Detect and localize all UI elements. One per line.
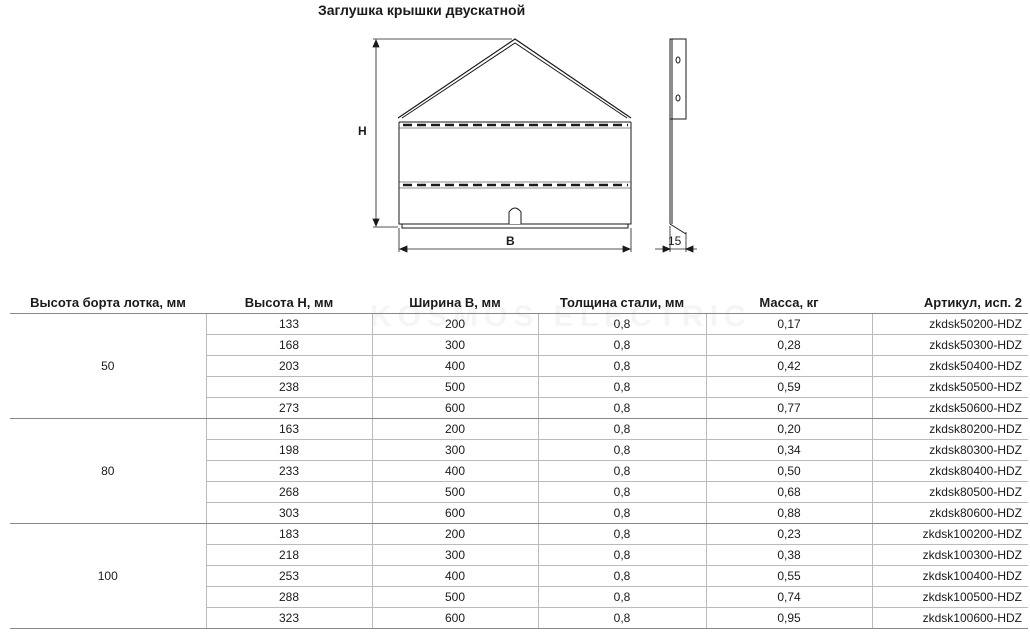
height-cell: 203 <box>206 356 372 377</box>
height-cell: 288 <box>206 587 372 608</box>
specification-table <box>10 291 1028 629</box>
table-header-row <box>10 291 1028 314</box>
thickness-cell: 0,8 <box>538 587 706 608</box>
dimension-15-label: 15 <box>668 234 682 248</box>
width-cell: 500 <box>372 377 538 398</box>
width-cell: 600 <box>372 503 538 524</box>
thickness-cell: 0,8 <box>538 566 706 587</box>
thickness-cell: 0,8 <box>538 377 706 398</box>
article-cell: zkdsk50500-HDZ <box>872 377 1028 398</box>
article-cell: zkdsk50400-HDZ <box>872 356 1028 377</box>
mass-cell: 0,55 <box>706 566 872 587</box>
height-cell: 198 <box>206 440 372 461</box>
width-cell: 400 <box>372 566 538 587</box>
thickness-cell: 0,8 <box>538 608 706 629</box>
col-header-width: Ширина B, мм <box>372 291 538 314</box>
mounting-hole <box>676 95 680 101</box>
article-cell: zkdsk100400-HDZ <box>872 566 1028 587</box>
mass-cell: 0,23 <box>706 524 872 545</box>
drawing-title: Заглушка крышки двускатной <box>318 2 526 18</box>
mass-cell: 0,74 <box>706 587 872 608</box>
article-cell: zkdsk50300-HDZ <box>872 335 1028 356</box>
width-cell: 200 <box>372 419 538 440</box>
article-cell: zkdsk100300-HDZ <box>872 545 1028 566</box>
mass-cell: 0,20 <box>706 419 872 440</box>
col-header-height: Высота H, мм <box>206 291 372 314</box>
mass-cell: 0,28 <box>706 335 872 356</box>
mass-cell: 0,59 <box>706 377 872 398</box>
article-cell: zkdsk100200-HDZ <box>872 524 1028 545</box>
table-row <box>10 314 1028 335</box>
table-body <box>10 314 1028 629</box>
col-header-article: Артикул, исп. 2 <box>872 291 1028 314</box>
technical-drawing <box>0 0 1030 270</box>
width-cell: 400 <box>372 356 538 377</box>
thickness-cell: 0,8 <box>538 398 706 419</box>
height-cell: 303 <box>206 503 372 524</box>
width-cell: 400 <box>372 461 538 482</box>
col-header-mass: Масса, кг <box>706 291 872 314</box>
dimension-h <box>373 39 512 227</box>
width-cell: 300 <box>372 545 538 566</box>
width-cell: 300 <box>372 335 538 356</box>
article-cell: zkdsk50600-HDZ <box>872 398 1028 419</box>
thickness-cell: 0,8 <box>538 524 706 545</box>
front-view <box>398 39 631 228</box>
thickness-cell: 0,8 <box>538 419 706 440</box>
article-cell: zkdsk80200-HDZ <box>872 419 1028 440</box>
thickness-cell: 0,8 <box>538 314 706 335</box>
roof-outline <box>398 39 631 118</box>
mass-cell: 0,17 <box>706 314 872 335</box>
thickness-cell: 0,8 <box>538 461 706 482</box>
article-cell: zkdsk100600-HDZ <box>872 608 1028 629</box>
height-cell: 273 <box>206 398 372 419</box>
bottom-notch <box>509 208 521 224</box>
height-cell: 268 <box>206 482 372 503</box>
thickness-cell: 0,8 <box>538 356 706 377</box>
article-cell: zkdsk80500-HDZ <box>872 482 1028 503</box>
article-cell: zkdsk50200-HDZ <box>872 314 1028 335</box>
mounting-hole <box>676 57 680 63</box>
thickness-cell: 0,8 <box>538 545 706 566</box>
width-cell: 300 <box>372 440 538 461</box>
width-cell: 200 <box>372 524 538 545</box>
article-cell: zkdsk80300-HDZ <box>872 440 1028 461</box>
thickness-cell: 0,8 <box>538 440 706 461</box>
col-header-side-height: Высота борта лотка, мм <box>10 291 206 314</box>
thickness-cell: 0,8 <box>538 482 706 503</box>
thickness-cell: 0,8 <box>538 503 706 524</box>
side-height-cell: 100 <box>10 524 206 629</box>
dimension-h-label: H <box>358 124 367 138</box>
side-height-cell: 80 <box>10 419 206 524</box>
mass-cell: 0,88 <box>706 503 872 524</box>
table-row <box>10 419 1028 440</box>
col-header-thickness: Толщина стали, мм <box>538 291 706 314</box>
article-cell: zkdsk80600-HDZ <box>872 503 1028 524</box>
height-cell: 238 <box>206 377 372 398</box>
mass-cell: 0,50 <box>706 461 872 482</box>
width-cell: 500 <box>372 482 538 503</box>
width-cell: 500 <box>372 587 538 608</box>
mass-cell: 0,95 <box>706 608 872 629</box>
mass-cell: 0,68 <box>706 482 872 503</box>
height-cell: 183 <box>206 524 372 545</box>
mass-cell: 0,77 <box>706 398 872 419</box>
width-cell: 200 <box>372 314 538 335</box>
thickness-cell: 0,8 <box>538 335 706 356</box>
dimension-b-label: B <box>506 234 515 248</box>
mass-cell: 0,42 <box>706 356 872 377</box>
height-cell: 168 <box>206 335 372 356</box>
width-cell: 600 <box>372 608 538 629</box>
height-cell: 233 <box>206 461 372 482</box>
height-cell: 133 <box>206 314 372 335</box>
article-cell: zkdsk80400-HDZ <box>872 461 1028 482</box>
dimension-b <box>399 228 631 252</box>
width-cell: 600 <box>372 398 538 419</box>
side-view <box>670 39 686 234</box>
height-cell: 218 <box>206 545 372 566</box>
article-cell: zkdsk100500-HDZ <box>872 587 1028 608</box>
height-cell: 163 <box>206 419 372 440</box>
side-height-cell: 50 <box>10 314 206 419</box>
mass-cell: 0,34 <box>706 440 872 461</box>
table-row <box>10 524 1028 545</box>
height-cell: 253 <box>206 566 372 587</box>
mass-cell: 0,38 <box>706 545 872 566</box>
height-cell: 323 <box>206 608 372 629</box>
